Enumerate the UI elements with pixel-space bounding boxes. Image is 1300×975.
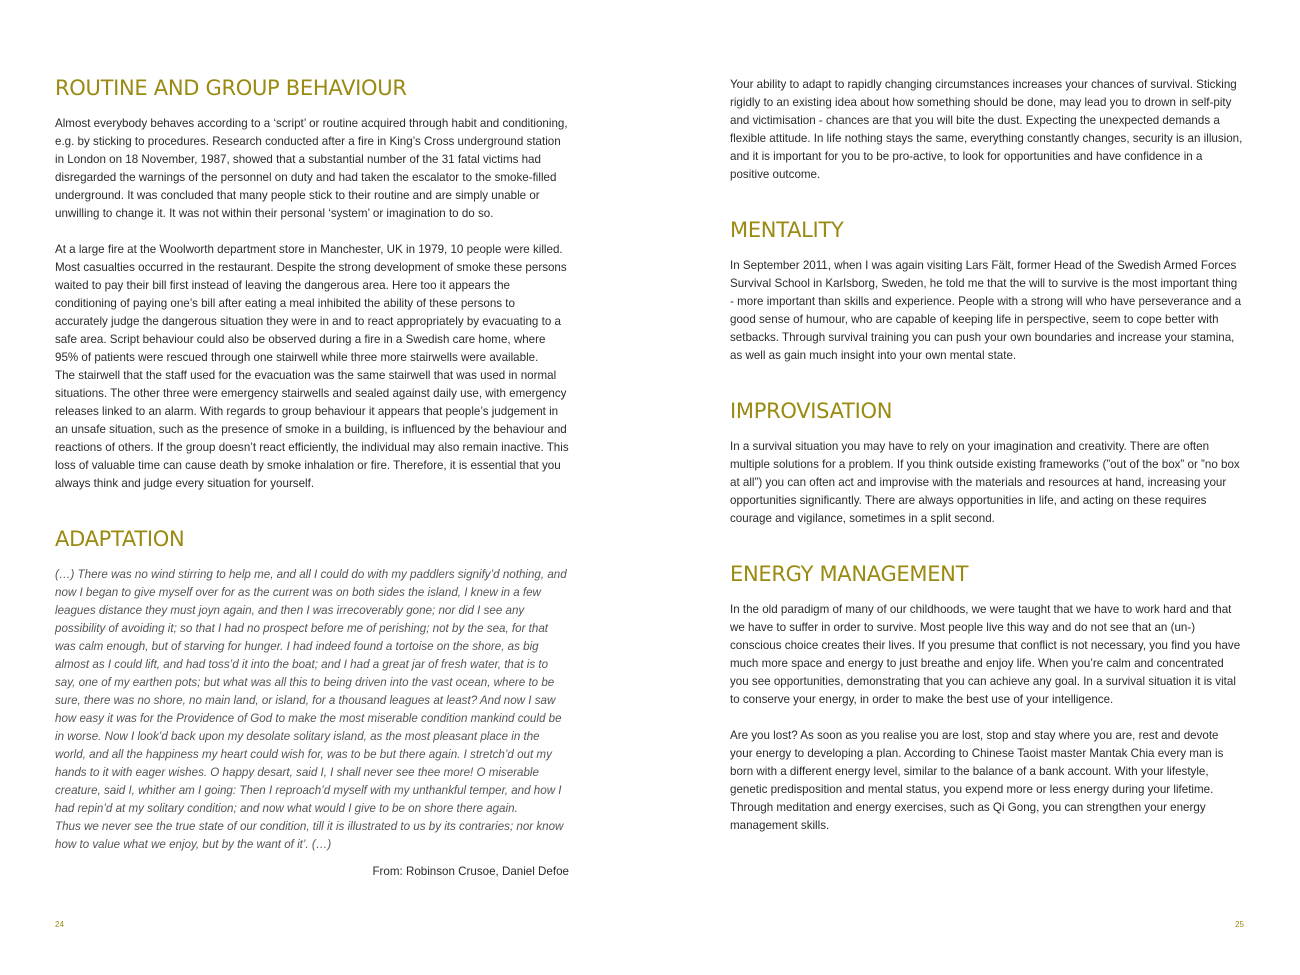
heading-energy-management: ENERGY MANAGEMENT: [730, 562, 969, 586]
crusoe-quote-1: (…) There was no wind stirring to help me, and all I could do with my paddlers signify’d nothing, and now I began to give myself over for as the current was on both sides the island, I knew in a few leagues distance they must joyn again, and then I was irrecoverably gone; nor did I see any possibility of avoiding it; so that I had no prospect before me of perishing; not by the sea, for that was calm enough, but of starving for hunger. I had indeed found a tortoise on the shore, as big almost as I could lift, and had toss’d it into the boat; and I had a great jar of fresh water, that is to say, one of my earthen pots; but what was all this to being driven into the vast ocean, where to be sure, there was no shore, no main land, or island, for a thousand leagues at least? And now I saw how easy it was for the Providence of God to make the most miserable condition mankind could be in worse. Now I look’d back upon my desolate solitary island, as the most pleasant place in the world, and all the happiness my heart could wish for, was to be but there again. I stretch’d out my hands to it with eager wishes. O happy desart, said I, I shall never see thee more! O miserable creature, said I, whither am I going: Then I reproach’d myself with my unthankful temper, and how I had repin’d at my solitary condition; and now what would I give to be on shore there again.: [55, 568, 567, 815]
mentality-paragraph: In September 2011, when I was again visiting Lars Fält, former Head of the Swedish Armed Forces Survival School in Karlsborg, Sweden, he told me that the will to survive is the most important thing - more important than skills and experience. People with a strong will who have perseverance and a good sense of humour, who are capable of keeping life in perspective, seem to cope better with setbacks. Through survival training you can push your own boundaries and increase your stamina, as well as gain much insight into your own mental state.: [730, 259, 1242, 362]
quote-source: From: Robinson Crusoe, Daniel Defoe: [372, 865, 569, 878]
page-number-right: 25: [1235, 920, 1244, 929]
improvisation-paragraph: In a survival situation you may have to rely on your imagination and creativity. There are often multiple solutions for a problem. If you think outside existing frameworks (”out of the box” or ”no box at all”) you can often act and improvise with the materials and resources at hand, increasing your opportunities significantly. There are always opportunities in life, and acting on these requires courage and vigilance, sometimes in a split second.: [730, 440, 1240, 525]
routine-paragraph-1: Almost everybody behaves according to a ‘script’ or routine acquired through habit and conditioning, e.g. by sticking to procedures. Research conducted after a fire in King’s Cross underground station in London on 18 November, 1987, showed that a substantial number of the 31 fatal victims had disregarded the warnings of the personnel on duty and had taken the escalator to the smoke-filled underground. It was concluded that many people stick to their routine and are simply unable or unwilling to change it. It was not within their personal ‘system’ or imagination to do so.: [55, 117, 568, 220]
right-column: [730, 76, 1244, 835]
heading-adaptation: ADAPTATION: [55, 527, 185, 551]
right-page: [650, 0, 1300, 975]
adaptation-continued-paragraph: Your ability to adapt to rapidly changing circumstances increases your chances of survival. Sticking rigidly to an existing idea about how something should be done, may lead you to drown in self-pity and victimisation - chances are that you will bite the dust. Expecting the unexpected demands a flexible attitude. In life nothing stays the same, everything constantly changes, security is an illusion, and it is important for you to be pro-active, to look for opportunities and have confidence in a positive outcome.: [730, 78, 1243, 181]
page-number-left: 24: [55, 920, 64, 929]
left-column: [55, 74, 569, 881]
energy-paragraph-1: In the old paradigm of many of our childhoods, we were taught that we have to work hard and that we have to suffer in order to survive. Most people live this way and do not see that an (un-) conscious choice creates their lives. If you presume that conflict is not necessary, you find you have much more space and energy to just breathe and enjoy life. When you’re calm and concentrated you see opportunities, demonstrating that you can achieve any goal. In a survival situation it is vital to conserve your energy, in order to make the best use of your intelligence.: [730, 603, 1241, 706]
routine-paragraph-3: The stairwell that the staff used for the evacuation was the same stairwell that was used in normal situations. The other three were emergency stairwells and sealed against daily use, with emergency releases linked to an alarm. With regards to group behaviour it appears that people’s judgement in an unsafe situation, such as the presence of smoke in a building, is influenced by the behaviour and reactions of others. If the group doesn’t react efficiently, the individual may also remain inactive. This loss of valuable time can cause death by smoke inhalation or fire. Therefore, it is essential that you always think and judge every situation for yourself.: [55, 369, 569, 490]
crusoe-quote-2: Thus we never see the true state of our condition, till it is illustrated to us by its contraries; nor know how to value what we enjoy, but by the want of it’. (…): [55, 820, 564, 851]
routine-paragraph-2: At a large fire at the Woolworth department store in Manchester, UK in 1979, 10 people were killed. Most casualties occurred in the restaurant. Despite the strong development of smoke these persons waited to pay their bill first instead of leaving the dangerous area. Here too it appears the conditioning of paying one’s bill after eating a meal inhibited the ability of these persons to accurately judge the dangerous situation they were in and to react appropriately by evacuating to a safe area. Script behaviour could also be observed during a fire in a Swedish care home, where 95% of patients were rescued through one stairwell while three more stairwells were available.: [55, 243, 567, 364]
heading-routine: ROUTINE AND GROUP BEHAVIOUR: [55, 76, 407, 100]
heading-mentality: MENTALITY: [730, 218, 844, 242]
heading-improvisation: IMPROVISATION: [730, 399, 893, 423]
energy-paragraph-2: Are you lost? As soon as you realise you are lost, stop and stay where you are, rest and devote your energy to developing a plan. According to Chinese Taoist master Mantak Chia every man is born with a different energy level, similar to the balance of a bank account. With your lifestyle, genetic predisposition and mental status, you expend more or less energy during your lifetime. Through meditation and energy exercises, such as Qi Gong, you can strengthen your energy management skills.: [730, 729, 1224, 832]
